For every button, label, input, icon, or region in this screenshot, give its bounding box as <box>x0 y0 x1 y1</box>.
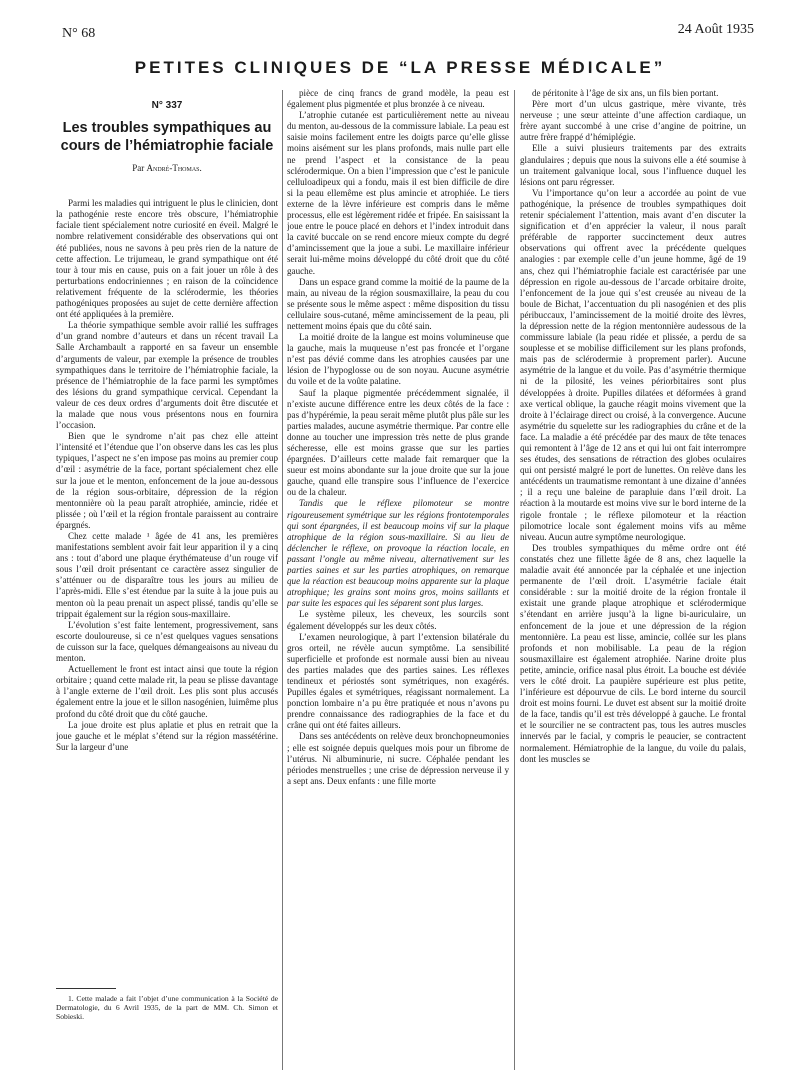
footnote: 1. Cette malade a fait l’objet d’une communication à la Société de Dermatologie, du 6 Avril 1935, de la part de MM. Ch. Simon et Sobieski. <box>56 994 278 1021</box>
paragraph: Bien que le syndrome n’ait pas chez elle atteint l’intensité et l’étendue que l’on observe dans les cas les plus typiques, l’aspect ne s’en impose pas moins au premier coup d’œil : asymétrie de la face, portant spécialement chez elle sur la joue et le menton, enfoncement de la joue au-dessous de la région sous-orbitaire, dépression de la région mentonnière où la peau paraît atrophiée, amincie, ridée et plissée ; où l’œil et la région frontale paraissent au contraire épargnés. <box>56 431 278 530</box>
issue-number: N° 68 <box>62 26 96 41</box>
issue-date: 24 Août 1935 <box>677 22 754 37</box>
paragraph: Elle a suivi plusieurs traitements par des extraits glandulaires ; depuis que nous la suivons elle a été soumise à un traitement galvanique local, sous l’influence duquel les lésions ont paru régresser. <box>520 143 746 187</box>
article-number: N° 337 <box>151 100 183 111</box>
paragraph: La théorie sympathique semble avoir rallié les suffrages d’un grand nombre d’auteurs et dans un récent travail La Salle Archambault a rapporté en sa faveur un ensemble d’arguments de valeur, par exemple la présence de troubles sympathiques dans le territoire de l’hémiatrophie faciale, la présence de l’hémiatrophie de la face parmi les symptômes des lésions du grand sympathique cervical. Cependant la valeur de ces deux ordres d’arguments doit être discutée et la malade que nous vous présentons nous en fournira l’occasion. <box>56 320 278 431</box>
paragraph-italic: Tandis que le réflexe pilomoteur se montre rigoureusement symétrique sur les régions frontotemporales qui sont épargnées, il est beaucoup moins vif sur la plaque atrophique de la région sous-maxillaire. Si au lieu de déclencher le réflexe, on provoque la réaction locale, en passant l’ongle au même niveau, alternativement sur les parties saines et sur les parties atrophiques, on remarque que la réaction est beaucoup moins apparente sur la plaque atrophique; les grains sont moins gros, moins saillants et par suite les espaces qui les séparent sont plus larges. <box>287 498 509 609</box>
paragraph: La joue droite est plus aplatie et plus en retrait que la joue gauche et le méplat s’étend sur la région massétérine. Sur la largeur d’une <box>56 719 278 752</box>
paragraph: Père mort d’un ulcus gastrique, mère vivante, très nerveuse ; une sœur atteinte d’une affection cardiaque, un frère ayant succombé à une crise d’angine de poitrine, un autre frère frappé d’hémiplégie. <box>520 99 746 143</box>
paragraph: Sauf la plaque pigmentée précédemment signalée, il n’existe aucune différence entre les deux côtés de la face : pas d’hypérémie, la peau serait même plutôt plus pâle sur les parties malades, aucune asymétrie thermique. Par contre elle donne au toucher une impression très nette de plus grande sécheresse, elle est moins grasse que sur les parties épargnées. D’ailleurs cette malade fait remarquer que la sueur est moins abondante sur la joue droite que sur la joue gauche, quand elle transpire sous l’influence de l’exercice ou de la chaleur. <box>287 387 509 498</box>
paragraph: Le système pileux, les cheveux, les sourcils sont également développés sur les deux côtés. <box>287 609 509 631</box>
article-title: Les troubles sympathiques au cours de l’hémiatrophie faciale <box>60 120 274 155</box>
paragraph: Des troubles sympathiques du même ordre ont été constatés chez une fillette âgée de 8 ans, chez laquelle la maladie avait été annoncée par la céphalée et une injection permanente de l’œil droit. L’asymétrie faciale était considérable : sur la moitié droite de la région frontale il existait une grande plaque atrophique et sclérodermique s’étendant en arrière jusqu’à la ligne bi-auriculaire, un enfoncement de la joue et une dépression de la région mentonnière. La peau est lisse, amincie, collée sur les plans profonds et non mobilisable. La peau de la région sousmaxillaire est également atrophiée. Narine droite plus petite, amincie, orifice nasal plus étroit. La bouche est déviée vers le côté droit. La paupière supérieure est plus petite, l’inférieure est dépourvue de cils. Le bord interne du sourcil droit est moins fourni. Le duvet est absent sur la moitié droite de la face, tandis qu’il est très développé à gauche. Le frontal et le sourcilier ne se contractent pas, tous les autres muscles innervés par le facial, y compris le peaucier, se contractent normalement. Hémiatrophie de la langue, du voile du palais, dont les muscles se <box>520 542 746 764</box>
paragraph: L’atrophie cutanée est particulièrement nette au niveau du menton, au-dessous de la commissure labiale. La peau est saisie moins facilement entre les doigts parce qu’elle glisse moins aisément sur les plans profonds, mais nulle part elle ne prend l’aspect et la consistance de la peau sclérodermique. On a bien l’impression que c’est le panicule celluloadipeux qui a fondu, mais il est bien difficile de dire si la peau ellemême est plus amincie et atrophiée. Le tiers externe de la lèvre inférieure est compris dans le même processus, elle est légèrement ridée et fripée. En saisissant la joue entre le pouce placé en dehors et l’index introduit dans la cavité buccale on se rend encore mieux compte du degré d’amincissement que la joue a subi. Le maxillaire inférieur serait lui-même moins développé du côté droit que du côté gauche. <box>287 110 509 276</box>
journal-title: PETITES CLINIQUES DE “LA PRESSE MÉDICALE” <box>134 58 666 77</box>
column-1 <box>56 88 278 1058</box>
paragraph: Parmi les maladies qui intriguent le plus le clinicien, dont la pathogénie reste encore très obscure, l’hémiatrophie faciale tient spécialement notre curiosité en éveil. Malgré le nombre relativement considérable des observations qui ont été publiées, nous ne savons à peu près rien de la nature de cette affection. Le trijumeau, le grand sympathique ont été tour à tour mis en cause, puis on a fait jouer un rôle à des perturbations endocriniennes ; en raison de la coïncidence relativement fréquente de la sclérodermie, les théories pathogéniques proposées au sujet de cette dernière affection ont été appliquées à la première. <box>56 198 278 320</box>
author-name: André-Thomas. <box>146 163 202 174</box>
paragraph: de péritonite à l’âge de six ans, un fils bien portant. <box>532 88 719 98</box>
paragraph: La moitié droite de la langue est moins volumineuse que la gauche, mais la muqueuse n’est pas froncée et l’organe n’est pas dévié comme dans les atrophies causées par une lésion de l’hypoglosse ou de son noyau. Aucune asymétrie du voile et de la voûte palatine. <box>287 332 509 387</box>
paragraph: Chez cette malade ¹ âgée de 41 ans, les premières manifestations semblent avoir fait leur apparition il y a cinq ans : tout d’abord une plaque érythémateuse d’un rouge vif sous l’œil droit présentant ce caractère assez singulier de s’atténuer ou de disparaître tous les jours au milieu de l’après-midi. Elle s’est étendue par la suite à la joue puis au menton où la peau prenait un aspect plissé, tandis qu’elle se trippait également sur la région sous-maxillaire. <box>56 531 278 619</box>
column-divider <box>282 90 283 1070</box>
footnote-rule <box>56 988 116 989</box>
column-3 <box>520 88 746 1078</box>
paragraph: Dans ses antécédents on relève deux bronchopneumonies ; elle est soignée depuis quelques mois pour un fibrome de l’utérus. Ni albuminurie, ni sucre. Céphalée pendant les périodes menstruelles ; une crise de dépression nerveuse il y a sept ans. Deux enfants : une fille morte <box>287 731 509 786</box>
author-prefix: Par <box>132 163 145 174</box>
column-divider <box>514 90 515 1070</box>
paragraph: Vu l’importance qu’on leur a accordée au point de vue pathogénique, la présence de troubles sympathiques doit retenir spécialement l’attention, mais avant d’en discuter la signification et d’en apprécier la valeur, il nous paraît préférable de rapporter succinctement deux autres observations qui offrent avec la précédente quelques analogies : par exemple celle d’un jeune homme, âgé de 19 ans, chez qui l’hémiatrophie faciale est caractérisée par une dépression en rigole au-dessous de l’arcade orbitaire droite, l’enfoncement de la joue qui s’est creusée au niveau de la boule de Bichat, l’accentuation du pli nasogénien et des plis péribuccaux, l’amincissement de la moitié droite des lèvres, la dépression nette de la région mentonnière audessous de la commissure labiale (la peau ridée et plissée, a perdu de sa souplesse et se mobilise difficilement sur les plans profonds, mais pas de sclérodermie à proprement parler). Aucune asymétrie de la langue et du voile. Pas d’asymétrie thermique ni de la pilosité, les veines périorbitaires sont plus développées à droite. Pupilles dilatées et déformées à grand axe vertical oblique, la gauche réagit moins vivement que la droite à l’éclairage direct ou croisé, à la convergence. Aucune asymétrie du squelette sur les radiographies du crâne et de la face. La maladie a été précédée par des maux de tête tenaces qui remontent à l’âge de 12 ans et qui lui ont fait interrompre ses études, des sensations de rétraction des globes oculaires qui ont persisté malgré le port de lunettes. On relève dans les antécédents un traumatisme remontant à une dizaine d’années ; il a reçu une baleine de parapluie dans l’œil droit. La réaction à la moutarde est moins vive sur le bord interne de la rigole frontale ; le réflexe pilomoteur et la réaction pilomotrice locale sont également moins vifs au même niveau. Aucun autre symptôme neurologique. <box>520 187 746 542</box>
paragraph: L’examen neurologique, à part l’extension bilatérale du gros orteil, ne révèle aucun symptôme. La sensibilité superficielle et profonde est normale aussi bien au niveau des parties malades que des parties saines. Les réflexes tendineux et périostés sont symétriques, non exagérés. Pupilles égales et symétriques, réagissant normalement. La ponction lombaire n’a pu être pratiquée et nous n’avons pu prendre connaissance des radiographies de la face et du crâne qui ont été faites ailleurs. <box>287 631 509 731</box>
paragraph: Dans un espace grand comme la moitié de la paume de la main, au niveau de la région sousmaxillaire, la peau du cou se présente sous le même aspect : même disposition du tissu cellulaire sous-cutané, même amincissement de la peau, pli nettement moins épais que du côté sain. <box>287 276 509 331</box>
column-2 <box>287 88 509 1078</box>
paragraph: Actuellement le front est intact ainsi que toute la région orbitaire ; quand cette malade rit, la peau se plisse davantage à l’angle externe de l’œil droit. Les plis sont plus accusés également entre la joue et le sillon nasogénien, luimême plus profond du côté droit que du côté gauche. <box>56 664 278 719</box>
author-line <box>56 163 278 174</box>
paragraph: pièce de cinq francs de grand modèle, la peau est également plus pigmentée et plus bronzée à ce niveau. <box>287 88 509 110</box>
paragraph: L’évolution s’est faite lentement, progressivement, sans escorte douloureuse, si ce n’est quelques vagues sensations de cuisson sur la face, quelques démangeaisons au niveau du menton. <box>56 619 278 664</box>
